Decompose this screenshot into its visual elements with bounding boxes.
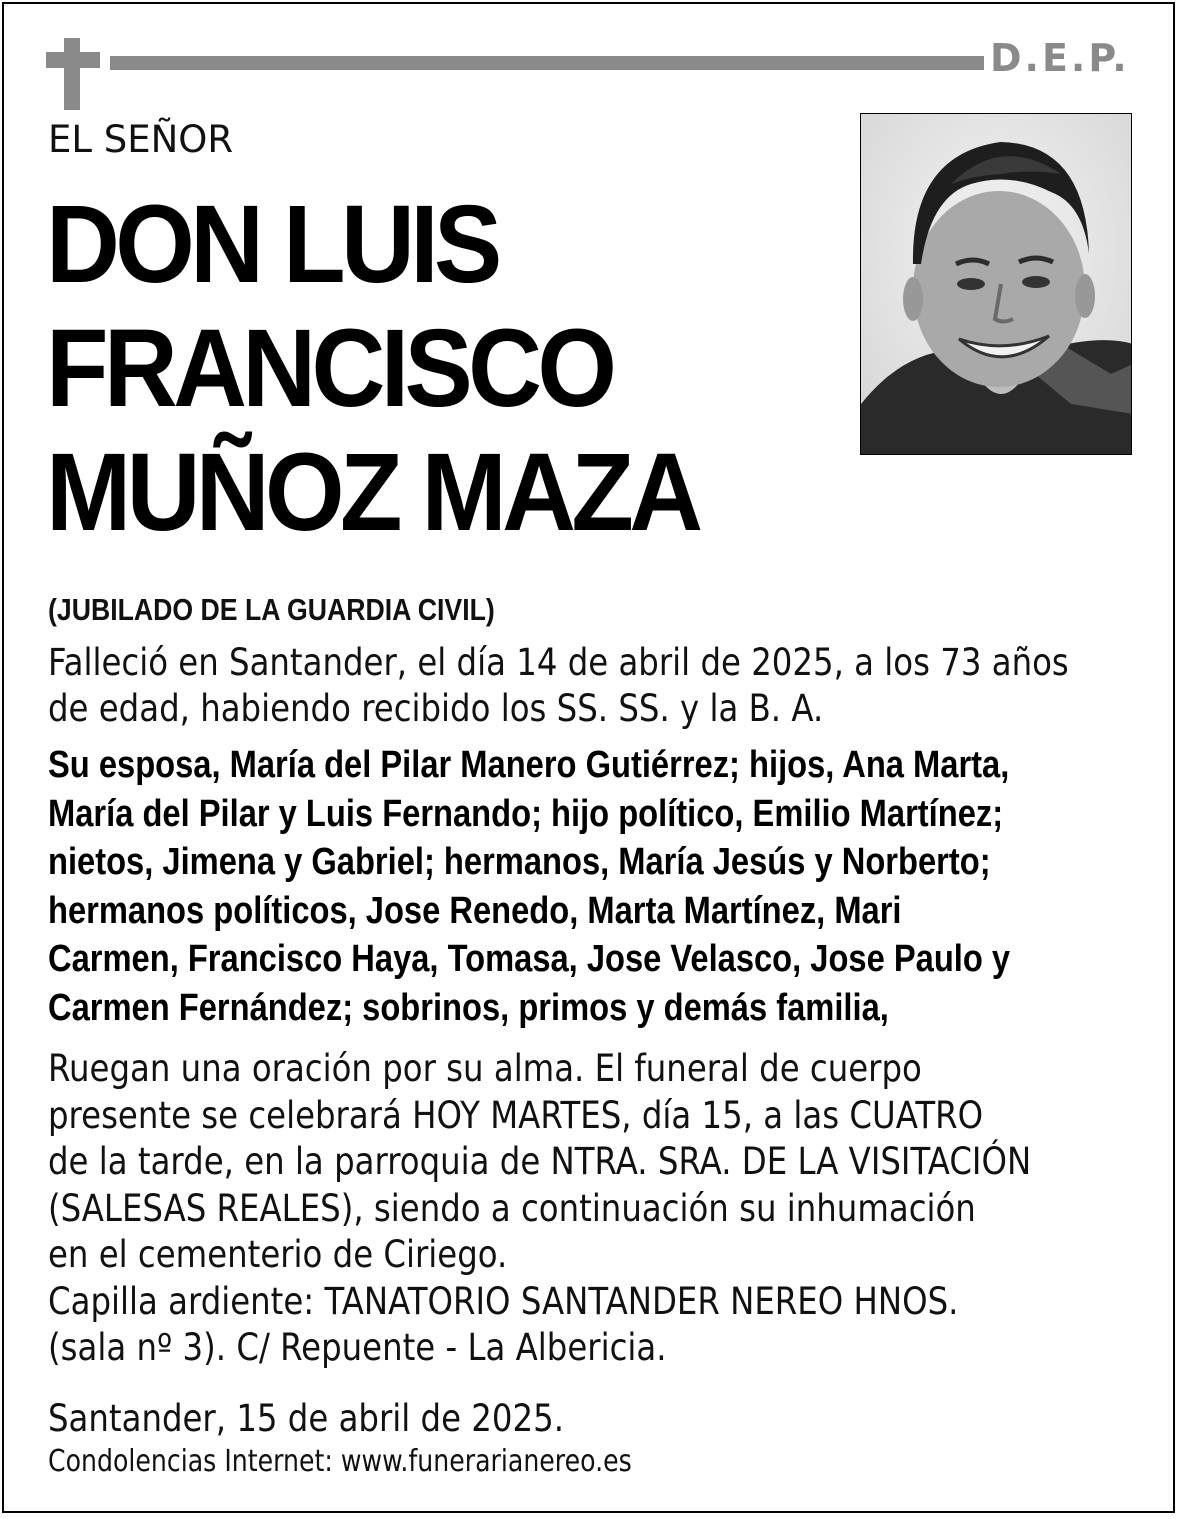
service-line: Ruegan una oración por su alma. El funeral de cuerpo [48,1047,922,1090]
service-line: (SALESAS REALES), siendo a continuación su inhumación [48,1186,976,1230]
deceased-name [46,183,698,555]
text-line: Falleció en Santander, el día 14 de abril de 2025, a los 73 años [48,641,1069,684]
service-details [48,1046,1031,1372]
service-line: en el cementerio de Ciriego. [48,1233,508,1276]
family-line: Su esposa, María del Pilar Manero Gutiérrez; hijos, Ana Marta, [48,744,1010,786]
condolences-line: Condolencias Internet: www.funerarianereo.es [48,1444,632,1479]
family-line: Carmen, Francisco Haya, Tomasa, Jose Velasco, Jose Paulo y [48,938,1011,980]
dep-label: D.E.P. [990,36,1130,80]
portrait-photo [860,113,1132,455]
name-line: MUÑOZ MAZA [46,431,699,554]
cross-icon [46,38,100,110]
family-line: nietos, Jimena y Gabriel; hermanos, María Jesús y Norberto; [48,841,991,883]
header-rule [110,56,984,70]
date-line: Santander, 15 de abril de 2025. [48,1397,565,1440]
family-line: Carmen Fernández; sobrinos, primos y demás familia, [48,986,889,1029]
service-line: (sala nº 3). C/ Repuente - La Albericia. [48,1326,667,1369]
text-line: de edad, habiendo recibido los SS. SS. y la B. A. [48,687,824,730]
family-line: hermanos políticos, Jose Renedo, Marta Martínez, Mari [48,889,902,932]
family-list [48,741,1010,1032]
service-line: Capilla ardiente: TANATORIO SANTANDER NEREO HNOS. [48,1279,959,1323]
death-notice [48,640,1069,732]
name-line: FRANCISCO [46,307,613,430]
family-line: María del Pilar y Luis Fernando; hijo político, Emilio Martínez; [48,792,1004,835]
prefix-title: EL SEÑOR [48,118,234,161]
occupation-note: (JUBILADO DE LA GUARDIA CIVIL) [48,592,495,627]
service-line: de la tarde, en la parroquia de NTRA. SRA. DE LA VISITACIÓN [48,1140,1032,1183]
name-line: DON LUIS [46,183,498,306]
service-line: presente se celebrará HOY MARTES, día 15, a las CUATRO [48,1093,984,1137]
